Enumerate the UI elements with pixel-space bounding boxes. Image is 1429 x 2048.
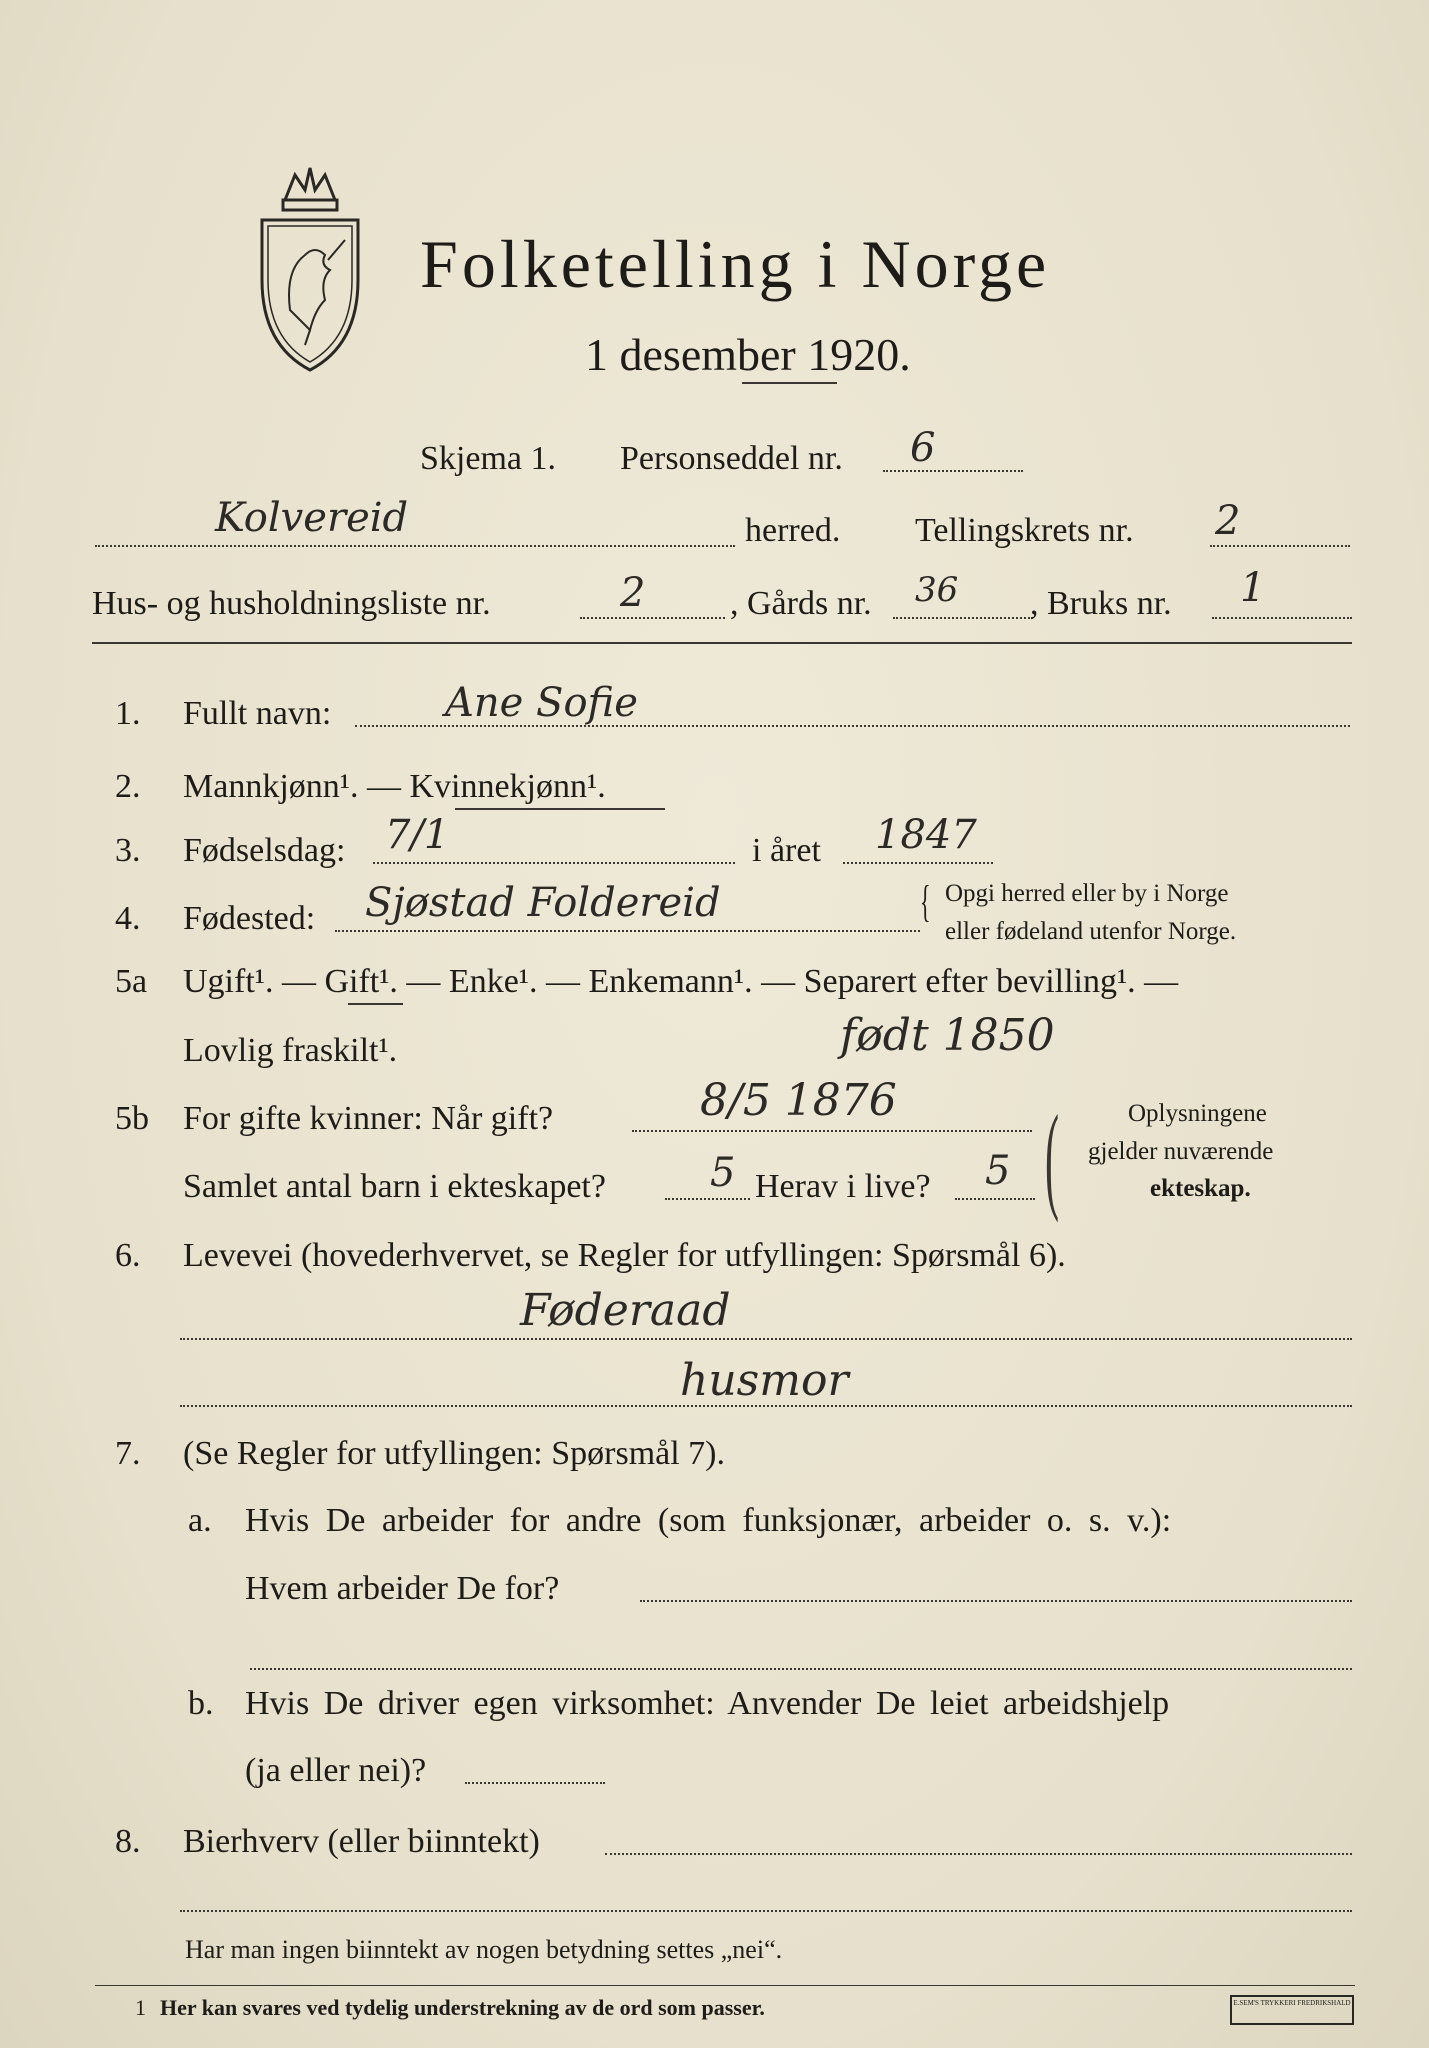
form-title: Folketelling i Norge: [420, 226, 1051, 302]
q5b-note2: gjelder nuværende: [1088, 1138, 1274, 1165]
q2-number: 2.: [115, 768, 141, 805]
q8-label: Bierhverv (eller biinntekt): [183, 1823, 540, 1860]
q5b-note3: ekteskap.: [1150, 1175, 1251, 1202]
q5a-value: født 1850: [840, 1010, 1055, 1061]
q5b-label3: Herav i live?: [755, 1168, 931, 1205]
q5b-value2: 5: [710, 1150, 736, 1196]
q1-number: 1.: [115, 695, 141, 732]
gards-dotline: [893, 617, 1033, 619]
q5a-label2: Lovlig fraskilt¹.: [183, 1032, 398, 1069]
q7-number: 7.: [115, 1435, 141, 1472]
q7a-dotline1: [640, 1600, 1352, 1602]
q6-label: Levevei (hovederhvervet, se Regler for utfyllingen: Spørsmål 6).: [183, 1237, 1066, 1274]
form-date: 1 desember 1920.: [585, 329, 911, 380]
q4-dotline: [335, 930, 920, 932]
q5b-label2: Samlet antal barn i ekteskapet?: [183, 1168, 606, 1205]
footnote-number: 1: [135, 1995, 146, 2020]
herred-label: herred.: [745, 512, 841, 549]
q3-year-dotline: [843, 862, 993, 864]
hus-value: 2: [620, 570, 646, 616]
q7b-label2: (ja eller nei)?: [245, 1752, 427, 1789]
q3-year-value: 1847: [875, 812, 977, 858]
q5b-value: 8/5 1876: [700, 1075, 897, 1126]
q6-value1: Føderaad: [520, 1285, 731, 1336]
footer-divider: [95, 1985, 1355, 1986]
q5a-number: 5a: [115, 963, 148, 1000]
q4-brace: {: [920, 877, 931, 926]
q4-value: Sjøstad Foldereid: [365, 880, 721, 926]
q6-value2: husmor: [680, 1355, 849, 1406]
hus-dotline: [580, 617, 725, 619]
q5a-gift-underline: [348, 1003, 403, 1005]
personseddel-value: 6: [910, 425, 936, 471]
q7-label: (Se Regler for utfyllingen: Spørsmål 7).: [183, 1435, 726, 1472]
date-underline: [742, 382, 837, 384]
header-divider: [92, 642, 1352, 644]
q5b-brace: (: [1045, 1090, 1059, 1223]
q4-label: Fødested:: [183, 900, 316, 937]
q1-value: Ane Sofie: [445, 680, 638, 726]
norway-coat-of-arms-icon: [250, 160, 370, 375]
q6-number: 6.: [115, 1237, 141, 1274]
q7b-label: Hvis De driver egen virksomhet: Anvender De leiet arbeidshjelp: [245, 1685, 1170, 1722]
q2-label: Mannkjønn¹. — Kvinnekjønn¹.: [183, 768, 606, 805]
q4-note-line2: eller fødeland utenfor Norge.: [945, 918, 1237, 945]
q4-number: 4.: [115, 900, 141, 937]
q8-number: 8.: [115, 1823, 141, 1860]
bruks-value: 1: [1240, 565, 1266, 611]
q5b-dotline: [632, 1130, 1032, 1132]
q6-dotline1: [180, 1338, 1352, 1340]
q5b-value3: 5: [985, 1148, 1011, 1194]
printer-stamp: E.SEM'S TRYKKERI FREDRIKSHALD: [1230, 1995, 1354, 2025]
q3-value: 7/1: [385, 812, 450, 858]
tellingskrets-value: 2: [1215, 498, 1241, 544]
q7a-label: Hvis De arbeider for andre (som funksjonær, arbeider o. s. v.):: [245, 1502, 1172, 1539]
q6-dotline2: [180, 1405, 1352, 1407]
bruks-dotline: [1212, 617, 1352, 619]
q4-note-line1: Opgi herred eller by i Norge: [945, 880, 1229, 907]
q3-dotline: [373, 862, 735, 864]
q7b-dotline: [465, 1782, 605, 1784]
q8-dotline2: [180, 1910, 1352, 1912]
q1-label: Fullt navn:: [183, 695, 332, 732]
footer-note: Har man ingen biinntekt av nogen betydning settes „nei“.: [185, 1935, 783, 1964]
q3-number: 3.: [115, 832, 141, 869]
q5b-number: 5b: [115, 1100, 149, 1137]
skjema-label: Skjema 1.: [420, 440, 556, 477]
q7a-label2: Hvem arbeider De for?: [245, 1570, 560, 1607]
tellingskrets-dotline: [1210, 545, 1350, 547]
q5b-label: For gifte kvinner: Når gift?: [183, 1100, 554, 1137]
bruks-label: , Bruks nr.: [1030, 585, 1172, 622]
q7a-dotline2: [250, 1668, 1352, 1670]
q5b-live-dotline: [955, 1198, 1035, 1200]
gards-value: 36: [915, 570, 959, 610]
herred-value: Kolvereid: [215, 495, 409, 541]
personseddel-label: Personseddel nr.: [620, 440, 843, 477]
q8-dotline: [605, 1853, 1352, 1855]
q5b-note1: Oplysningene: [1128, 1100, 1267, 1127]
q3-label: Fødselsdag:: [183, 832, 346, 869]
tellingskrets-label: Tellingskrets nr.: [915, 512, 1134, 549]
gards-label: , Gårds nr.: [730, 585, 872, 622]
personseddel-dotline: [883, 470, 1023, 472]
hus-label: Hus- og husholdningsliste nr.: [92, 585, 491, 622]
q7b-letter: b.: [188, 1685, 214, 1722]
q3-year-label: i året: [752, 832, 821, 869]
q7a-letter: a.: [188, 1502, 212, 1539]
q5b-barn-dotline: [665, 1198, 750, 1200]
q2-underline: [455, 808, 665, 810]
herred-dotline: [95, 545, 735, 547]
footnote-text: Her kan svares ved tydelig understrekning av de ord som passer.: [160, 1995, 765, 2020]
q5a-label: Ugift¹. — Gift¹. — Enke¹. — Enkemann¹. — Separert efter bevilling¹. —: [183, 963, 1179, 1000]
